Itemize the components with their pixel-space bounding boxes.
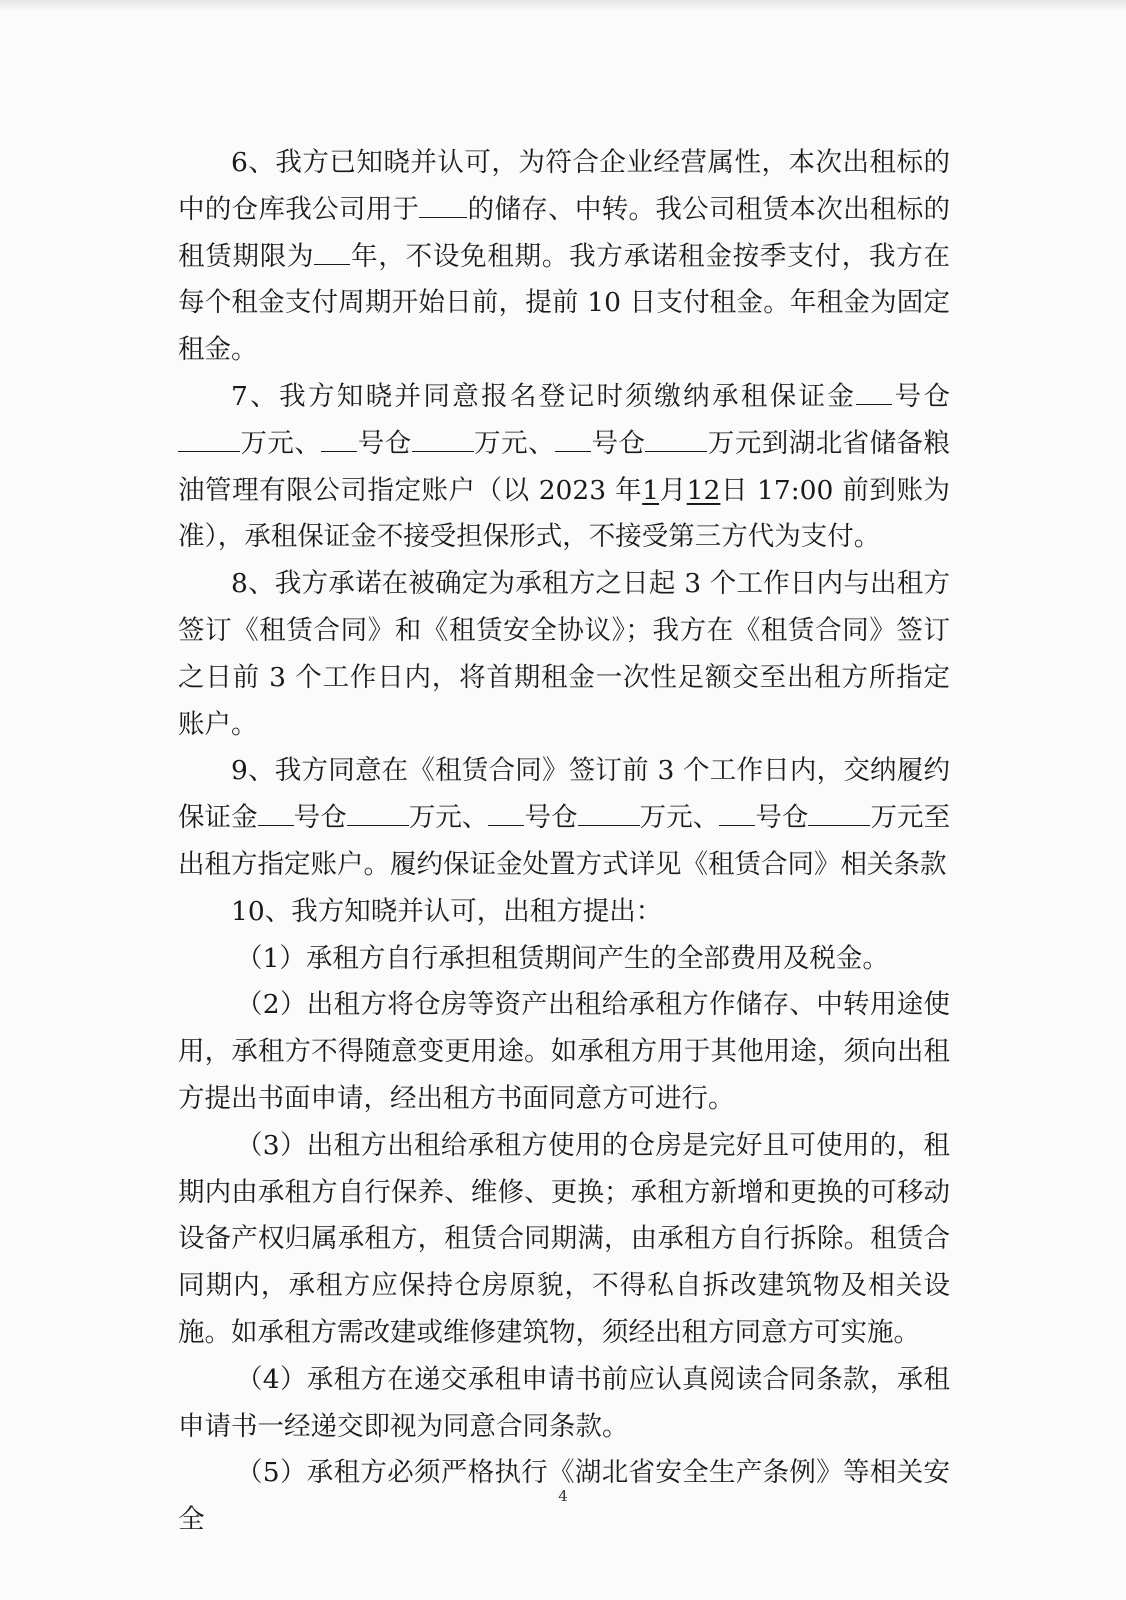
clause-10-item-2: （2）出租方将仓房等资产出租给承租方作储存、中转用途使用，承租方不得随意变更用途。如承租方用于其他用途，须向出租方提出书面申请，经出租方书面同意方可进行。 xyxy=(178,989,950,1114)
blank-amount-1 xyxy=(178,423,240,452)
clause-7 xyxy=(178,374,950,561)
bond-amount-unit-1: 万元、 xyxy=(408,802,489,834)
clause-9-text-a: 9、我方同意在《租赁合同》签订前 3 个工作日内，交纳履约保证金 xyxy=(178,755,950,834)
clause-10-item-5: （5）承租方必须严格执行《湖北省安全生产条例》等相关安全 xyxy=(178,1457,950,1536)
warehouse-label-3: 号仓 xyxy=(591,427,646,459)
blank-lease-years xyxy=(314,236,350,265)
clause-10-item-1: （1）承租方自行承担租赁期间产生的全部费用及税金。 xyxy=(236,942,889,974)
blank-amount-3 xyxy=(645,423,707,452)
clause-8: 8、我方承诺在被确定为承租方之日起 3 个工作日内与出租方签订《租赁合同》和《租赁安全协议》；我方在《租赁合同》签订之日前 3 个工作日内，将首期租金一次性足额交至出租方所指定账户。 xyxy=(178,568,950,740)
blank-warehouse-no-1 xyxy=(856,376,892,405)
bond-warehouse-label-3: 号仓 xyxy=(755,802,809,834)
warehouse-label-1: 号仓 xyxy=(892,380,950,412)
clause-10-intro: 10、我方知晓并认可，出租方提出： xyxy=(231,895,663,927)
blank-bond-amount-3 xyxy=(808,797,870,826)
blank-bond-warehouse-3 xyxy=(719,797,755,826)
clause-10-item-4: （4）承租方在递交承租申请书前应认真阅读合同条款，承租申请书一经递交即视为同意合同条款。 xyxy=(178,1363,950,1442)
blank-warehouse-no-3 xyxy=(555,423,591,452)
clause-6-text-c: 年，不设免租期。我方承诺租金按季支付，我方在每个租金支付周期开始日前，提前 10 日支付租金。年租金为固定租金。 xyxy=(178,240,951,366)
deadline-day: 12 xyxy=(686,474,721,506)
clause-6-text-a: 6、我方已知晓并认可，为符合企业经营属性，本次出租标的中的仓库我公司用于 xyxy=(178,147,950,225)
blank-bond-warehouse-2 xyxy=(488,797,524,826)
clause-10-item-3: （3）出租方出租给承租方使用的仓房是完好且可使用的，租期内由承租方自行保养、维修、更换；承租方新增和更换的可移动设备产权归属承租方，租赁合同期满，由承租方自行拆除。租赁合同期内，承租方应保持仓房原貌，不得私自拆改建筑物及相关设施。如承租方需改建或维修建筑物，须经出租方同意方可实施。 xyxy=(178,1129,950,1348)
amount-unit-1: 万元、 xyxy=(240,427,322,459)
page-number: 4 xyxy=(558,1487,568,1505)
scan-edge-shading xyxy=(0,0,1126,12)
clause-7-text-b: 万元到湖北省储备粮油管理有限公司指定账户（以 2023 年 xyxy=(178,427,951,506)
month-unit: 月 xyxy=(659,474,687,506)
bond-warehouse-label-1: 号仓 xyxy=(293,802,347,834)
clause-9 xyxy=(178,748,950,888)
blank-warehouse-no-2 xyxy=(321,423,357,452)
warehouse-label-2: 号仓 xyxy=(357,427,412,459)
deadline-month: 1 xyxy=(642,474,660,506)
blank-bond-amount-1 xyxy=(347,797,409,826)
document-body xyxy=(178,140,950,1544)
clause-7-text-c: 日 17:00 前到账为准），承租保证金不接受担保形式，不接受第三方代为支付。 xyxy=(178,474,951,553)
bond-warehouse-label-2: 号仓 xyxy=(524,802,578,834)
clause-6-text-b: 的储存、中转。我公司租赁本次出租标的租赁期限为 xyxy=(178,193,951,272)
amount-unit-2: 万元、 xyxy=(473,427,556,459)
clause-9-text-b: 万元至出租方指定账户。履约保证金处置方式详见《租赁合同》相关条款 xyxy=(178,802,951,880)
clause-7-text-a: 7、我方知晓并同意报名登记时须缴纳承租保证金 xyxy=(231,380,857,412)
blank-amount-2 xyxy=(412,423,474,452)
blank-goods-type xyxy=(419,189,467,218)
blank-bond-amount-2 xyxy=(578,797,640,826)
bond-amount-unit-2: 万元、 xyxy=(639,802,720,834)
clause-6 xyxy=(178,140,950,374)
blank-bond-warehouse-1 xyxy=(258,797,294,826)
